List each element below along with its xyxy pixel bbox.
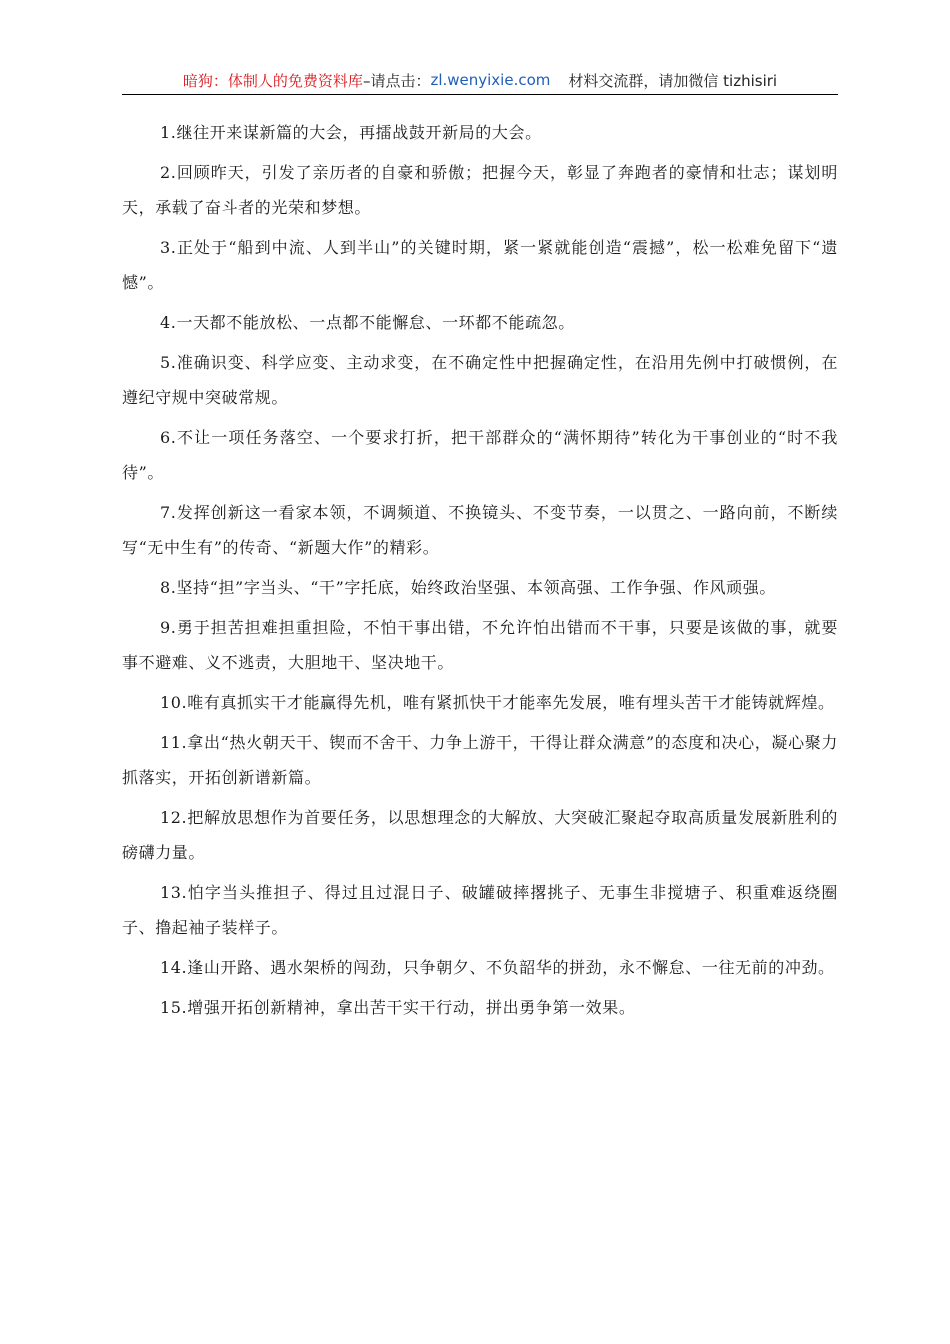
paragraph-11: 11.拿出“热火朝天干、锲而不舍干、力争上游干，干得让群众满意”的态度和决心，凝心聚力抓落实，开拓创新谱新篇。 [122,733,838,787]
page-header [122,66,838,95]
paragraph-15: 15.增强开拓创新精神，拿出苦干实干行动，拼出勇争第一效果。 [160,998,636,1017]
paragraph-7: 7.发挥创新这一看家本领，不调频道、不换镜头、不变节奏，一以贯之、一路向前，不断续写“无中生有”的传奇、“新题大作”的精彩。 [122,503,838,557]
header-site-title: 暗狗：体制人的免费资料库 [182,71,363,90]
paragraph-8: 8.坚持“担”字当头、“干”字托底，始终政治坚强、本领高强、工作争强、作风顽强。 [160,578,776,597]
document-body [122,115,838,1030]
paragraph-4: 4.一天都不能放松、一点都不能懈怠、一环都不能疏忽。 [160,313,575,332]
paragraph-13: 13.怕字当头推担子、得过且过混日子、破罐破摔撂挑子、无事生非搅塘子、积重难返绕圈子、撸起袖子装样子。 [122,883,838,937]
header-wechat-group: 材料交流群，请加微信 tizhisiri [568,71,778,90]
paragraph-10: 10.唯有真抓实干才能赢得先机，唯有紧抓快干才能率先发展，唯有埋头苦干才能铸就辉煌。 [160,693,835,712]
paragraph-1: 1.继往开来谋新篇的大会，再擂战鼓开新局的大会。 [160,123,542,142]
paragraph-2: 2.回顾昨天，引发了亲历者的自豪和骄傲；把握今天，彰显了奔跑者的豪情和壮志；谋划明天，承载了奋斗者的光荣和梦想。 [122,163,838,217]
paragraph-6: 6.不让一项任务落空、一个要求打折，把干部群众的“满怀期待”转化为干事创业的“时不我待”。 [122,428,838,482]
paragraph-14: 14.逢山开路、遇水架桥的闯劲，只争朝夕、不负韶华的拼劲，永不懈怠、一往无前的冲劲。 [160,958,835,977]
header-click-prompt: –请点击： [362,71,431,90]
paragraph-5: 5.准确识变、科学应变、主动求变，在不确定性中把握确定性，在沿用先例中打破惯例，在遵纪守规中突破常规。 [122,353,838,407]
paragraph-9: 9.勇于担苦担难担重担险，不怕干事出错，不允许怕出错而不干事，只要是该做的事，就要事不避难、义不逃责，大胆地干、坚决地干。 [122,618,838,672]
header-site-link[interactable]: zl.wenyixie.com [430,71,551,89]
paragraph-12: 12.把解放思想作为首要任务，以思想理念的大解放、大突破汇聚起夺取高质量发展新胜利的磅礴力量。 [122,808,838,862]
paragraph-3: 3.正处于“船到中流、人到半山”的关键时期，紧一紧就能创造“震撼”，松一松难免留下“遗憾”。 [122,238,838,292]
